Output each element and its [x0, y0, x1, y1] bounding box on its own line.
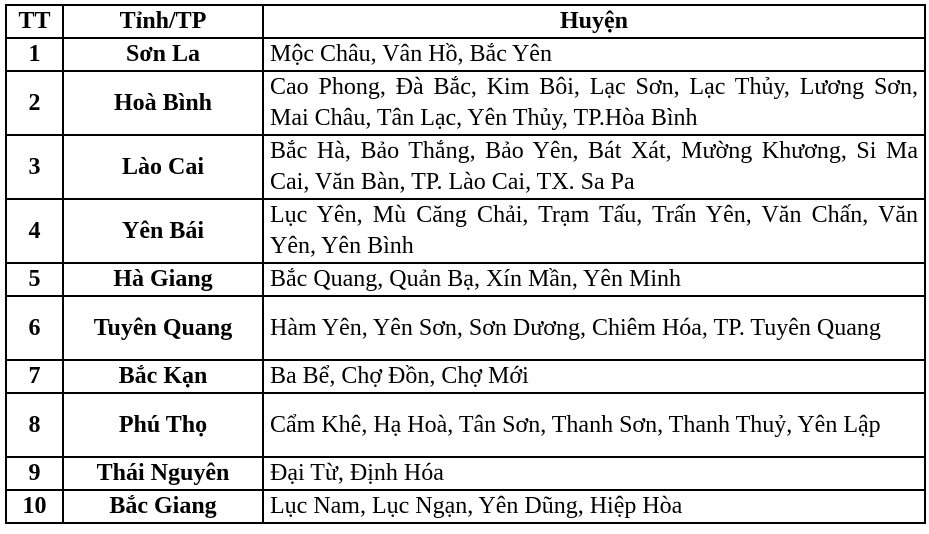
province-name: Tuyên Quang: [63, 296, 263, 360]
table-row: [6, 135, 925, 199]
row-number: 3: [6, 135, 63, 199]
province-name: Yên Bái: [63, 199, 263, 263]
district-list: Cao Phong, Đà Bắc, Kim Bôi, Lạc Sơn, Lạc Thủy, Lương Sơn, Mai Châu, Tân Lạc, Yên Thủy, TP.Hòa Bình: [263, 71, 925, 135]
row-number: 5: [6, 263, 63, 296]
province-name: Lào Cai: [63, 135, 263, 199]
district-list: Cẩm Khê, Hạ Hoà, Tân Sơn, Thanh Sơn, Thanh Thuỷ, Yên Lập: [263, 393, 925, 457]
table-row: [6, 263, 925, 296]
header-province: Tỉnh/TP: [63, 5, 263, 38]
table-header-row: [6, 5, 925, 38]
province-name: Sơn La: [63, 38, 263, 71]
province-name: Phú Thọ: [63, 393, 263, 457]
row-number: 6: [6, 296, 63, 360]
row-number: 7: [6, 360, 63, 393]
province-name: Bắc Giang: [63, 490, 263, 523]
district-list: Bắc Quang, Quản Bạ, Xín Mần, Yên Minh: [263, 263, 925, 296]
row-number: 4: [6, 199, 63, 263]
table-row: [6, 199, 925, 263]
row-number: 1: [6, 38, 63, 71]
row-number: 8: [6, 393, 63, 457]
row-number: 9: [6, 457, 63, 490]
province-district-table: [5, 4, 926, 524]
header-districts: Huyện: [263, 5, 925, 38]
table-row: [6, 457, 925, 490]
table-row: [6, 38, 925, 71]
table-row: [6, 296, 925, 360]
district-list: Lục Nam, Lục Ngạn, Yên Dũng, Hiệp Hòa: [263, 490, 925, 523]
province-name: Bắc Kạn: [63, 360, 263, 393]
province-name: Thái Nguyên: [63, 457, 263, 490]
row-number: 2: [6, 71, 63, 135]
table-row: [6, 490, 925, 523]
province-name: Hà Giang: [63, 263, 263, 296]
row-number: 10: [6, 490, 63, 523]
district-list: Lục Yên, Mù Căng Chải, Trạm Tấu, Trấn Yên, Văn Chấn, Văn Yên, Yên Bình: [263, 199, 925, 263]
province-name: Hoà Bình: [63, 71, 263, 135]
table-row: [6, 71, 925, 135]
district-list: Bắc Hà, Bảo Thắng, Bảo Yên, Bát Xát, Mường Khương, Si Ma Cai, Văn Bàn, TP. Lào Cai, TX. Sa Pa: [263, 135, 925, 199]
district-list: Đại Từ, Định Hóa: [263, 457, 925, 490]
header-no: TT: [6, 5, 63, 38]
table-row: [6, 393, 925, 457]
district-list: Ba Bể, Chợ Đồn, Chợ Mới: [263, 360, 925, 393]
district-list: Hàm Yên, Yên Sơn, Sơn Dương, Chiêm Hóa, TP. Tuyên Quang: [263, 296, 925, 360]
district-list: Mộc Châu, Vân Hồ, Bắc Yên: [263, 38, 925, 71]
table-row: [6, 360, 925, 393]
